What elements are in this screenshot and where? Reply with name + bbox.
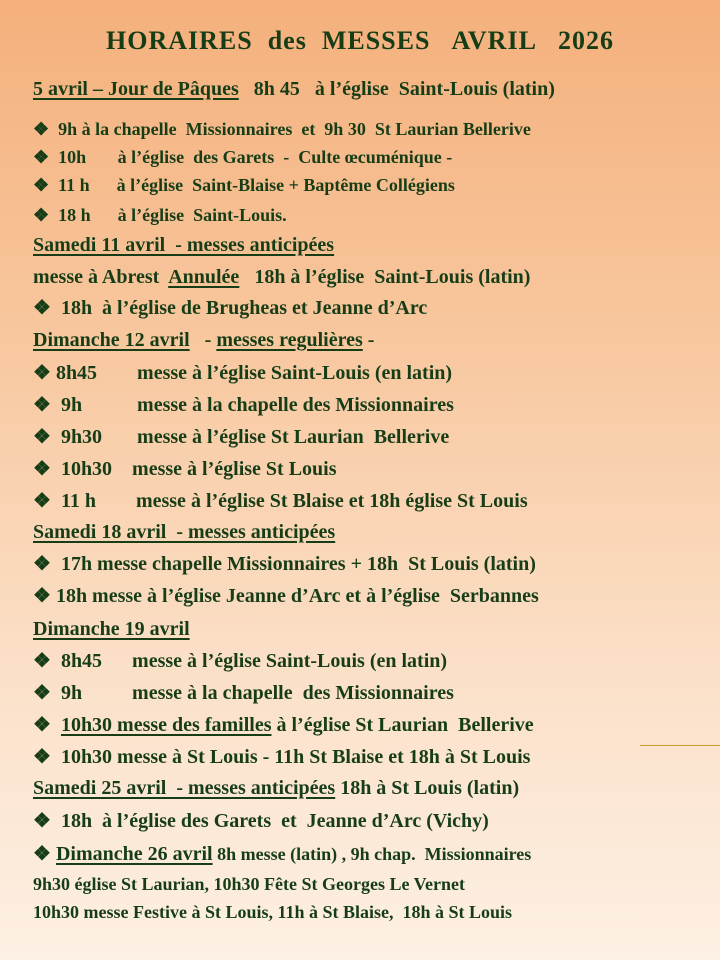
separator: - [189, 329, 217, 351]
separator: - [362, 329, 375, 351]
list-item [33, 424, 449, 450]
cancelled-label: Annulée [168, 266, 240, 288]
list-item-text: 11 h messe à l’église St Blaise et 18h église St Louis [50, 490, 528, 512]
list-item [33, 551, 536, 577]
section-heading-text: Samedi 11 avril - messes anticipées [33, 234, 335, 256]
list-item [33, 392, 454, 418]
list-item [33, 144, 452, 170]
list-item [33, 456, 337, 482]
list-item-text: 9h messe à la chapelle des Missionnaires [50, 394, 454, 416]
family-mass-label: 10h30 messe des familles [60, 714, 272, 736]
list-item [33, 264, 530, 290]
diamond-bullet-icon: ❖ [33, 553, 51, 575]
section-heading [33, 327, 374, 353]
diamond-bullet-icon: ❖ [33, 119, 50, 139]
easter-heading-line [33, 76, 555, 102]
list-item-prefix: messe à Abrest [33, 266, 169, 288]
section-heading-text: Samedi 18 avril - messes anticipées [33, 521, 336, 543]
list-item-text: 17h messe chapelle Missionnaires + 18h St Louis (latin) [50, 553, 536, 575]
list-item [33, 202, 287, 228]
list-item: 10h30 messe Festive à St Louis, 11h à St Blaise, 18h à St Louis [33, 902, 513, 922]
section-heading [33, 775, 519, 801]
diamond-bullet-icon: ❖ [33, 585, 51, 607]
list-item [33, 116, 531, 142]
easter-heading: 5 avril – Jour de Pâques [33, 78, 239, 100]
diamond-bullet-icon: ❖ [33, 147, 50, 167]
list-item-text: à l’église St Laurian Bellerive [271, 714, 534, 736]
section-heading-text: Dimanche 19 avril [33, 618, 190, 640]
diamond-bullet-icon: ❖ [33, 175, 50, 195]
diamond-bullet-icon: ❖ [33, 843, 51, 865]
diamond-bullet-icon: ❖ [33, 205, 50, 225]
list-item-text: 8h45 messe à l’église Saint-Louis (en latin) [50, 362, 453, 384]
diamond-bullet-icon: ❖ [33, 714, 51, 736]
list-item-text: 10h à l’église des Garets - Culte œcuménique - [49, 147, 453, 167]
list-item-text: 9h messe à la chapelle des Missionnaires [50, 682, 454, 704]
list-item [33, 744, 530, 770]
list-item-text: 18h à l’église Saint-Louis (latin) [239, 266, 531, 288]
list-item-text: 18h à St Louis (latin) [335, 777, 520, 799]
list-item-text: 10h30 messe à l’église St Louis [50, 458, 337, 480]
list-item [33, 648, 447, 674]
list-item [33, 841, 531, 867]
list-item [33, 712, 534, 738]
list-item-text: 11 h à l’église Saint-Blaise + Baptême Collégiens [49, 175, 455, 195]
divider [640, 745, 720, 746]
list-item-text: 9h30 messe à l’église St Laurian Bellerive [50, 426, 450, 448]
section-heading-text: Dimanche 12 avril [33, 329, 190, 351]
list-item-text: 10h30 messe à St Louis - 11h St Blaise et 18h à St Louis [50, 746, 531, 768]
list-item-text: 18h à l’église de Brugheas et Jeanne d’Arc [50, 297, 428, 319]
section-heading-text: Dimanche 26 avril [55, 843, 213, 865]
list-item-text: 8h45 messe à l’église Saint-Louis (en latin) [50, 650, 448, 672]
list-item [33, 488, 528, 514]
section-heading-text: Samedi 25 avril - messes anticipées [33, 777, 336, 799]
list-item [33, 680, 454, 706]
list-item [33, 583, 539, 609]
list-item-text: 9h à la chapelle Missionnaires et 9h 30 St Laurian Bellerive [49, 119, 531, 139]
list-item [33, 172, 455, 198]
diamond-bullet-icon: ❖ [33, 682, 51, 704]
list-item-text: 18h messe à l’église Jeanne d’Arc et à l’église Serbannes [50, 585, 539, 607]
section-heading [33, 232, 334, 258]
diamond-bullet-icon: ❖ [33, 490, 51, 512]
diamond-bullet-icon: ❖ [33, 394, 51, 416]
list-item: 9h30 église St Laurian, 10h30 Fête St Georges Le Vernet [33, 874, 465, 894]
diamond-bullet-icon: ❖ [33, 810, 51, 832]
page-title: HORAIRES des MESSES AVRIL 2026 [106, 26, 614, 55]
diamond-bullet-icon: ❖ [33, 297, 51, 319]
diamond-bullet-icon: ❖ [33, 426, 51, 448]
list-item [33, 808, 489, 834]
section-subheading: messes regulières [216, 329, 363, 351]
section-heading [33, 519, 335, 545]
section-heading [33, 616, 190, 642]
diamond-bullet-icon: ❖ [33, 650, 51, 672]
diamond-bullet-icon: ❖ [33, 458, 51, 480]
diamond-bullet-icon: ❖ [33, 362, 51, 384]
list-item [33, 295, 427, 321]
easter-first-mass: 8h 45 à l’église Saint-Louis (latin) [238, 78, 555, 100]
diamond-bullet-icon: ❖ [33, 746, 51, 768]
list-item-text: 18 h à l’église Saint-Louis. [49, 205, 287, 225]
list-item [33, 360, 452, 386]
list-item-text: 8h messe (latin) , 9h chap. Missionnaires [212, 844, 532, 864]
list-item-text: 18h à l’église des Garets et Jeanne d’Arc (Vichy) [50, 810, 489, 832]
